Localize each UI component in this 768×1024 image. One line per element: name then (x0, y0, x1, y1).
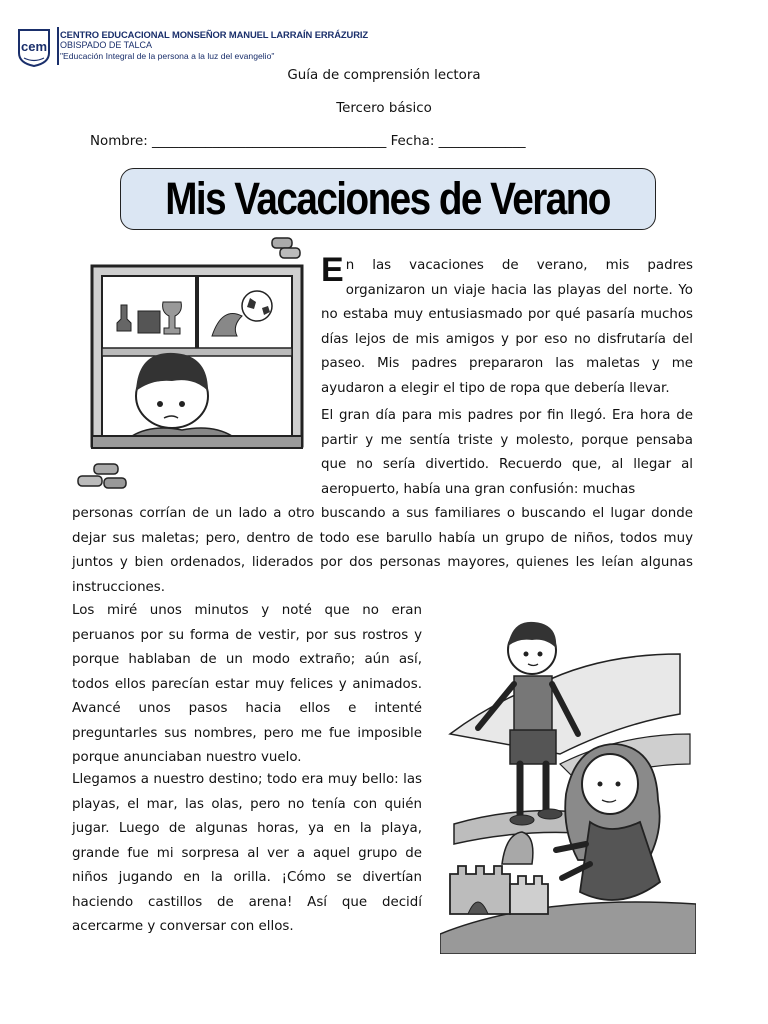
boy-at-window-illustration (72, 236, 312, 494)
school-subtitle: OBISPADO DE TALCA (60, 40, 153, 50)
children-beach-illustration (440, 614, 696, 954)
paragraph-1 (321, 251, 693, 401)
paragraph-3: Los miré unos minutos y noté que no eran peruanos por su forma de vestir, por sus rostros y porque hablaban de un modo extraño; aún así, todos ellos parecían estar muy felices y animados. Avancé unos pasos hacia ellos e intenté preguntarles sus nombres, pero me fue imposible porque anunciaban nuestro vuelo. (72, 603, 422, 765)
paragraph-2-bottom: personas corrían de un lado a otro buscando a sus familiares o buscando el lugar donde dejar sus maletas; pero, dentro de todo ese barullo había un grupo de niños, todos muy juntos y bien ordenados, liderados por dos personas mayores, quienes les leían algunas instrucciones. (72, 506, 693, 595)
title-banner (120, 168, 656, 230)
school-motto: "Educación Integral de la persona a la luz del evangelio" (60, 51, 275, 61)
school-logo (16, 27, 52, 67)
paragraph-4: Llegamos a nuestro destino; todo era muy bello: las playas, el mar, las olas, pero no tenía con quién jugar. Luego de algunas horas, ya en la playa, grande fue mi sorpresa al ver a aquel grupo de niños jugando en la orilla. ¡Cómo se divertían haciendo castillos de arena! Así que decidí acercarme y conversar con ellos. (72, 772, 422, 934)
drop-cap: E (321, 251, 344, 289)
header-divider (57, 27, 59, 65)
paragraph-2-top: El gran día para mis padres por fin llegó. Era hora de partir y me sentía triste y molesto, porque pensaba que no sería divertido. Recuerdo que, al llegar al aeropuerto, había una gran confusión: muchas (321, 408, 693, 497)
story-title: Mis Vacaciones de Verano (165, 173, 611, 224)
logo-letters: cem (20, 39, 48, 54)
school-name: CENTRO EDUCACIONAL MONSEÑOR MANUEL LARRAÍN ERRÁZURIZ (60, 29, 368, 40)
paragraph-1-text: n las vacaciones de verano, mis padres organizaron un viaje hacia las playas del norte. Yo no estaba muy entusiasmado por qué pasaría muchos días lejos de mis amigos y por eso no disfrutaría del paseo. Mis padres prepararon las maletas y me ayudaron a elegir el tipo de ropa que debería llevar. (321, 258, 693, 396)
guide-title: Guía de comprensión lectora (287, 68, 481, 83)
school-header (60, 29, 368, 62)
name-date-line: Nombre: ___________________________________ Fecha: _____________ (90, 134, 526, 149)
grade-label: Tercero básico (336, 101, 432, 116)
